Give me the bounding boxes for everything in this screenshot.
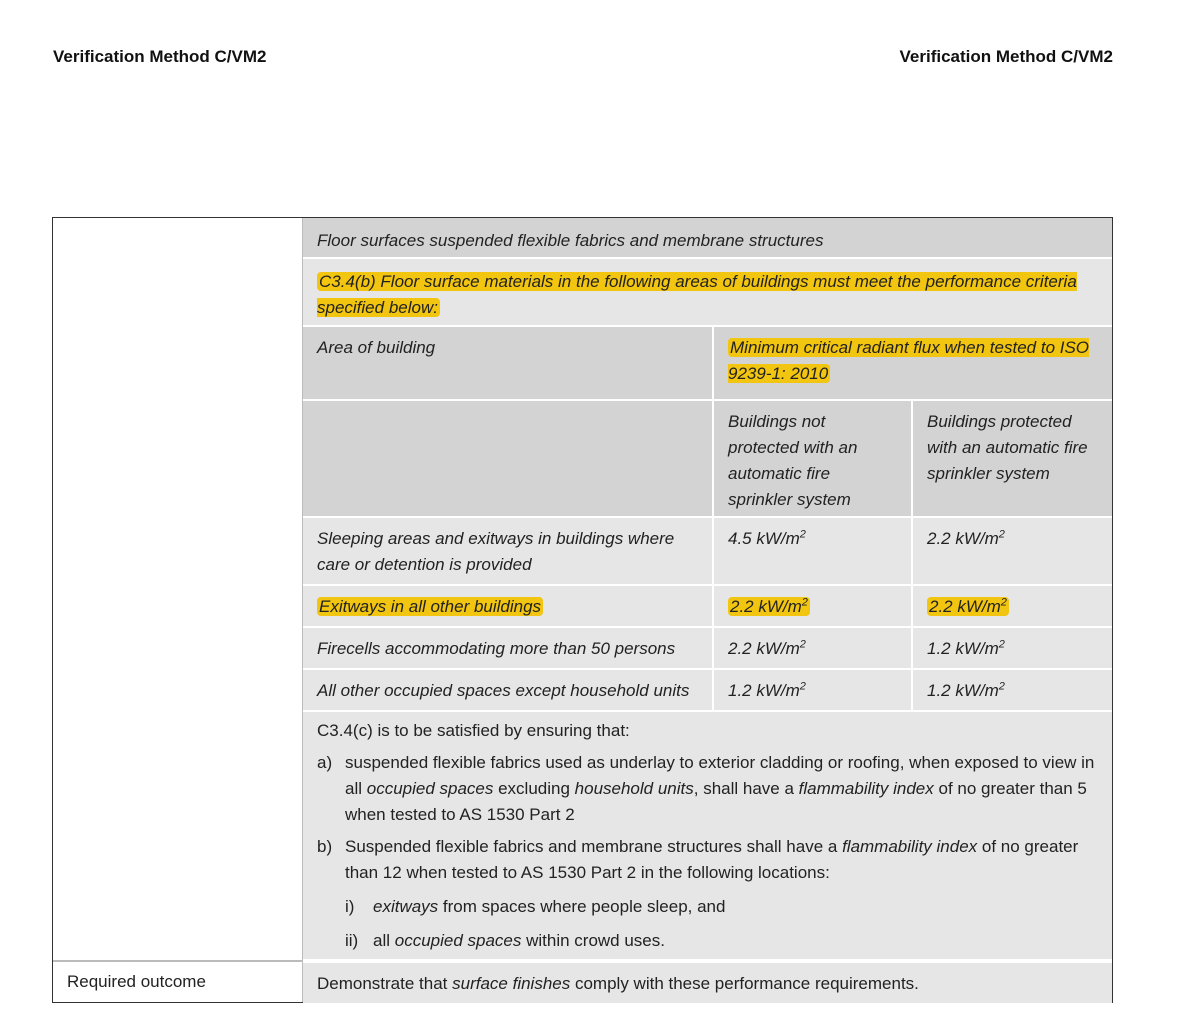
right-column (303, 218, 1112, 1002)
header-left-title: Verification Method C/VM2 (53, 47, 267, 66)
row-not-protected: 2.2 $kW/m^2$ (714, 628, 913, 668)
table-row (303, 628, 1112, 670)
clause-b-text: C3.4(b) Floor surface materials in the following areas of buildings must meet the performance criteria specified below: (317, 272, 1077, 317)
clause-b (303, 259, 1112, 327)
clause-c-item-b: b) Suspended flexible fabrics and membrane structures shall have a flammability index of no greater than 12 when tested to AS 1530 Part 2 in the following locations: (317, 837, 1079, 882)
row-area: Firecells accommodating more than 50 persons (303, 628, 714, 668)
clause-c (303, 712, 1112, 961)
required-outcome-text: Demonstrate that surface finishes comply with these performance requirements. (303, 961, 1112, 1003)
clause-c-intro: C3.4(c) is to be satisfied by ensuring that: (317, 721, 630, 740)
table-header-row (303, 327, 1112, 401)
header-right-title: Verification Method C/VM2 (899, 47, 1113, 66)
requirements-table (52, 217, 1113, 1003)
section-title: Floor surfaces suspended flexible fabrics and membrane structures (303, 218, 1112, 259)
row-protected: 1.2 $kW/m^2$ (927, 680, 1005, 700)
row-not-protected: 4.5 $kW/m^2$ (714, 518, 913, 584)
row-protected: 1.2 $kW/m^2$ (927, 638, 1005, 658)
blank-header-cell (303, 401, 714, 516)
protected-header: Buildings protected with an automatic fire sprinkler system (927, 412, 1088, 483)
row-not-protected: 2.2 $kW/m^2$ (714, 586, 913, 626)
clause-c-item-b-i: i) exitways from spaces where people sleep, and (345, 897, 726, 916)
not-protected-header: Buildings not protected with an automatic fire sprinkler system (714, 401, 913, 516)
row-protected: 2.2 $kW/m^2$ (927, 528, 1005, 548)
table-row (303, 670, 1112, 712)
table-row (303, 586, 1112, 628)
flux-header: Minimum critical radiant flux when tested to ISO 9239-1: 2010 (728, 338, 1090, 383)
row-protected: 2.2 $kW/m^2$ (929, 596, 1007, 616)
clause-c-item-b-ii: ii) all occupied spaces within crowd uses. (345, 931, 665, 950)
table-row (303, 518, 1112, 586)
table-subheader-row (303, 401, 1112, 518)
area-header: Area of building (303, 327, 714, 399)
left-column (53, 218, 303, 1002)
clause-c-item-a: a) suspended flexible fabrics used as underlay to exterior cladding or roofing, when exposed to view in all occupied spaces excluding household units, shall have a flammability index of no greater than 5 when tested to AS 1530 Part 2 (317, 753, 1095, 824)
row-area: All other occupied spaces except household units (303, 670, 714, 710)
row-area: Sleeping areas and exitways in buildings where care or detention is provided (303, 518, 714, 584)
required-outcome-label: Required outcome (53, 960, 302, 1002)
row-area: Exitways in all other buildings (303, 586, 714, 626)
row-not-protected: 1.2 $kW/m^2$ (714, 670, 913, 710)
